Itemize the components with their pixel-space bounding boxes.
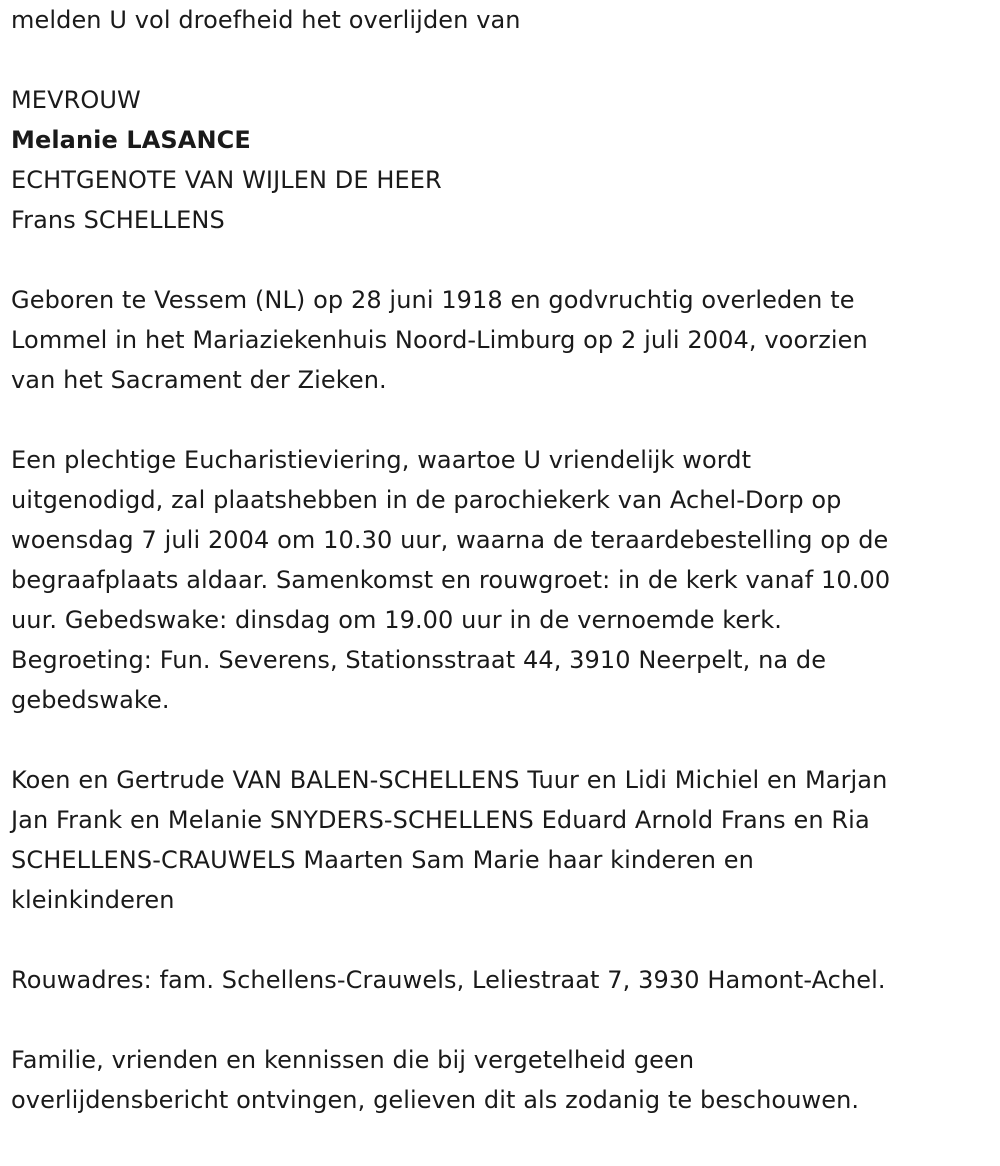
paragraph-line: Koen en Gertrude VAN BALEN-SCHELLENS Tuur en Lidi Michiel en Marjan [11, 766, 888, 794]
birth-death-paragraph [11, 280, 991, 400]
paragraph-line: begraafplaats aldaar. Samenkomst en rouwgroet: in de kerk vanaf 10.00 [11, 566, 891, 594]
family-paragraph [11, 760, 991, 920]
paragraph-line: Geboren te Vessem (NL) op 28 juni 1918 en godvruchtig overleden te [11, 286, 855, 314]
paragraph-line: van het Sacrament der Zieken. [11, 366, 387, 394]
ceremony-paragraph [11, 440, 991, 720]
closing-paragraph [11, 1040, 991, 1120]
paragraph-line: woensdag 7 juli 2004 om 10.30 uur, waarna de teraardebestelling op de [11, 526, 889, 554]
mourning-address: Rouwadres: fam. Schellens-Crauwels, Leliestraat 7, 3930 Hamont-Achel. [11, 966, 886, 994]
spacer [11, 720, 991, 760]
spacer [11, 1000, 991, 1040]
intro-text: melden U vol droefheid het overlijden van [11, 6, 521, 34]
obituary-notice [11, 0, 991, 1120]
paragraph-line: uitgenodigd, zal plaatshebben in de parochiekerk van Achel-Dorp op [11, 486, 842, 514]
spacer [11, 240, 991, 280]
paragraph-line: Familie, vrienden en kennissen die bij vergetelheid geen [11, 1046, 695, 1074]
salutation: MEVROUW [11, 86, 141, 114]
paragraph-line: Jan Frank en Melanie SNYDERS-SCHELLENS Eduard Arnold Frans en Ria [11, 806, 870, 834]
paragraph-line: Lommel in het Mariaziekenhuis Noord-Limburg op 2 juli 2004, voorzien [11, 326, 868, 354]
paragraph-line: gebedswake. [11, 686, 170, 714]
paragraph-line: Begroeting: Fun. Severens, Stationsstraat 44, 3910 Neerpelt, na de [11, 646, 827, 674]
paragraph-line: overlijdensbericht ontvingen, gelieven dit als zodanig te beschouwen. [11, 1086, 860, 1114]
spacer [11, 920, 991, 960]
spouse-name: Frans SCHELLENS [11, 206, 225, 234]
relation-text: ECHTGENOTE VAN WIJLEN DE HEER [11, 166, 442, 194]
spacer [11, 40, 991, 80]
deceased-name: Melanie LASANCE [11, 126, 251, 154]
paragraph-line: uur. Gebedswake: dinsdag om 19.00 uur in de vernoemde kerk. [11, 606, 782, 634]
paragraph-line: Een plechtige Eucharistieviering, waartoe U vriendelijk wordt [11, 446, 752, 474]
paragraph-line: SCHELLENS-CRAUWELS Maarten Sam Marie haar kinderen en [11, 846, 754, 874]
spacer [11, 400, 991, 440]
paragraph-line: kleinkinderen [11, 886, 175, 914]
